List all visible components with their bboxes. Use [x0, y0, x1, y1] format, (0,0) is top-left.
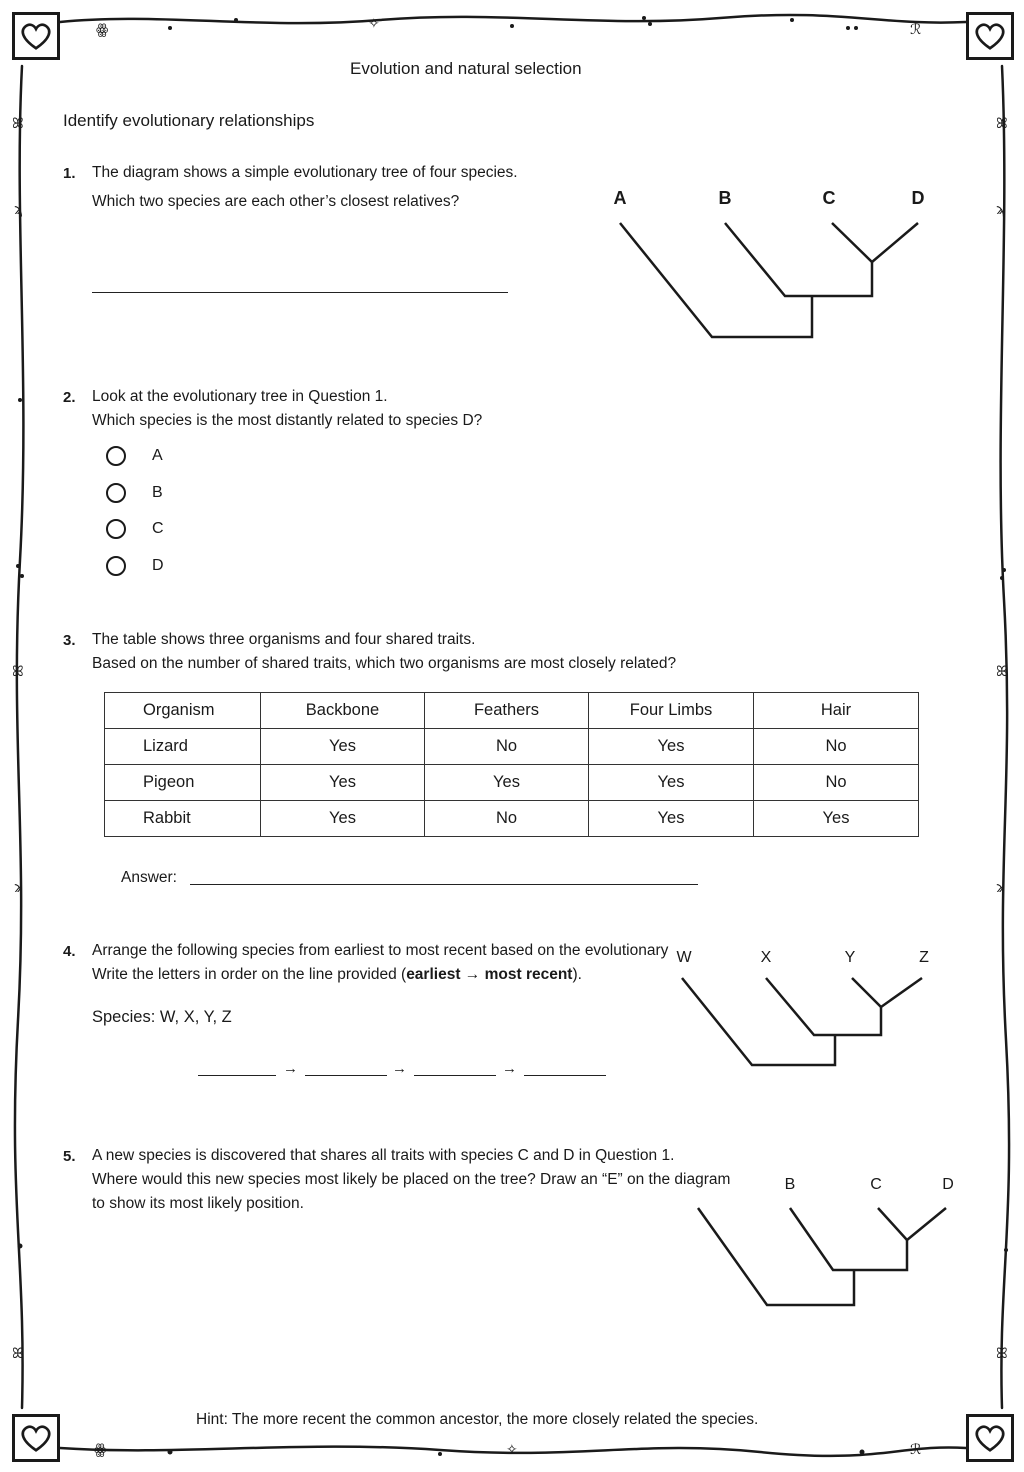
corner-heart-bottom-left — [12, 1414, 60, 1462]
q5-tree-label-b: B — [784, 1176, 796, 1193]
table-cell: No — [425, 729, 589, 765]
q4-tree-label-z: Z — [919, 949, 929, 966]
svg-text:✧: ✧ — [506, 1442, 518, 1458]
heart-icon — [15, 1417, 57, 1459]
q3-number: 3. — [63, 632, 76, 649]
q2-line-2: Which species is the most distantly related to species D? — [92, 412, 483, 429]
q1-tree-label-c: C — [822, 188, 836, 208]
q2-option-d[interactable] — [106, 556, 164, 576]
svg-text:ꙮ: ꙮ — [94, 1442, 107, 1458]
svg-text:ℛ: ℛ — [910, 22, 922, 38]
traits-table — [104, 692, 919, 837]
q4-number: 4. — [63, 943, 76, 960]
q4-line-2-pre: Write the letters in order on the line provided ( — [92, 966, 407, 983]
q3-text — [92, 628, 676, 676]
radio-button[interactable] — [106, 556, 126, 576]
q3-answer-label: Answer: — [121, 869, 177, 886]
svg-text:ꕤ: ꕤ — [12, 1346, 24, 1362]
table-cell: Pigeon — [105, 765, 261, 801]
q4-text — [92, 939, 668, 987]
svg-text:ꕤ: ꕤ — [996, 664, 1008, 680]
svg-text:ꙮ: ꙮ — [96, 22, 109, 38]
page-title: Evolution and natural selection — [350, 59, 582, 78]
table-cell: Yes — [589, 765, 754, 801]
q4-line-2-post: ). — [572, 966, 582, 983]
heart-icon — [969, 1417, 1011, 1459]
q2-option-b[interactable] — [106, 483, 163, 503]
q1-number: 1. — [63, 165, 76, 182]
q4-tree-label-x: X — [760, 949, 772, 966]
table-cell: Yes — [589, 729, 754, 765]
corner-heart-top-left — [12, 12, 60, 60]
radio-button[interactable] — [106, 483, 126, 503]
heart-icon — [969, 15, 1011, 57]
table-cell: Yes — [261, 729, 425, 765]
svg-text:ϡ: ϡ — [14, 880, 23, 896]
table-cell: Yes — [589, 801, 754, 837]
svg-text:ϡ: ϡ — [14, 202, 23, 218]
q2-option-a[interactable] — [106, 446, 163, 466]
q5-line-1: A new species is discovered that shares all traits with species C and D in Question 1. — [92, 1147, 675, 1164]
radio-button[interactable] — [106, 446, 126, 466]
q1-tree-label-a: A — [613, 188, 627, 208]
q4-line-2-earliest: earliest — [406, 966, 461, 983]
hint-text: Hint: The more recent the common ancestor, the more closely related the species. — [196, 1411, 759, 1428]
table-header-cell: Feathers — [425, 693, 589, 729]
svg-text:ꕤ: ꕤ — [996, 1346, 1008, 1362]
q2-option-label: A — [152, 447, 163, 464]
corner-heart-bottom-right — [966, 1414, 1014, 1462]
table-cell: Yes — [425, 765, 589, 801]
table-row — [105, 765, 919, 801]
q4-answer-blank-3[interactable] — [414, 1075, 496, 1076]
table-cell: No — [754, 765, 919, 801]
q1-tree-branch-cd — [832, 223, 918, 262]
q4-evolutionary-tree — [664, 940, 954, 1076]
q5-number: 5. — [63, 1148, 76, 1165]
table-header-cell: Four Limbs — [589, 693, 754, 729]
heart-icon — [15, 15, 57, 57]
q5-line-2: Where would this new species most likely be placed on the tree? Draw an “E” on the diagram — [92, 1171, 731, 1188]
q2-option-label: D — [152, 557, 164, 574]
q2-option-label: B — [152, 484, 163, 501]
q5-tree-branch-cd — [878, 1208, 946, 1240]
q5-line-3: to show its most likely position. — [92, 1195, 304, 1212]
q2-text — [92, 385, 482, 433]
q4-line-2-most-recent: most recent — [484, 966, 573, 983]
q4-tree-branch-w — [682, 978, 835, 1065]
table-row — [105, 801, 919, 837]
svg-text:ꕤ: ꕤ — [12, 116, 24, 132]
q4-arrow-2: → — [392, 1060, 407, 1077]
q3-line-2: Based on the number of shared traits, which two organisms are most closely related? — [92, 655, 677, 672]
q5-tree-branch-a — [698, 1208, 854, 1305]
corner-heart-top-right — [966, 12, 1014, 60]
q4-arrow-1: → — [283, 1060, 298, 1077]
svg-text:ℛ: ℛ — [910, 1442, 922, 1458]
q1-tree-branch-a — [620, 223, 812, 337]
table-cell: Yes — [754, 801, 919, 837]
svg-text:ϡ: ϡ — [996, 202, 1005, 218]
q4-answer-blank-1[interactable] — [198, 1075, 276, 1076]
q4-tree-branch-yz — [852, 978, 922, 1007]
q4-species-list: Species: W, X, Y, Z — [92, 1008, 232, 1026]
q4-line-2-arrow: → — [460, 966, 485, 983]
q1-tree-branch-b — [725, 223, 872, 296]
table-cell: Rabbit — [105, 801, 261, 837]
table-cell: Yes — [261, 801, 425, 837]
table-header-cell: Hair — [754, 693, 919, 729]
q1-tree-label-b: B — [718, 188, 732, 208]
q2-option-c[interactable] — [106, 519, 164, 539]
svg-text:ꕤ: ꕤ — [12, 664, 24, 680]
radio-button[interactable] — [106, 519, 126, 539]
q1-tree-label-d: D — [911, 188, 925, 208]
table-row — [105, 729, 919, 765]
svg-text:✧: ✧ — [368, 16, 380, 32]
table-cell: No — [425, 801, 589, 837]
q5-evolutionary-tree[interactable] — [690, 1168, 960, 1310]
svg-text:ϡ: ϡ — [996, 880, 1005, 896]
q4-answer-blank-4[interactable] — [524, 1075, 606, 1076]
q1-answer-line[interactable] — [92, 292, 508, 293]
q5-text — [92, 1144, 730, 1216]
q1-line-2: Which two species are each other’s closest relatives? — [92, 193, 460, 210]
q5-tree-label-d: D — [942, 1176, 954, 1193]
q4-line-2 — [92, 963, 668, 987]
table-cell: Lizard — [105, 729, 261, 765]
q4-arrow-3: → — [502, 1060, 517, 1077]
q2-option-label: C — [152, 520, 164, 537]
q1-line-1: The diagram shows a simple evolutionary tree of four species. — [92, 164, 518, 181]
q4-answer-blank-2[interactable] — [305, 1075, 387, 1076]
q3-answer-line[interactable] — [190, 884, 698, 885]
q5-tree-branch-b — [790, 1208, 907, 1270]
q2-number: 2. — [63, 389, 76, 406]
q1-evolutionary-tree — [600, 180, 940, 350]
q1-text — [92, 161, 518, 214]
section-subtitle: Identify evolutionary relationships — [63, 111, 315, 130]
q4-tree-branch-x — [766, 978, 881, 1035]
table-cell: No — [754, 729, 919, 765]
table-cell: Yes — [261, 765, 425, 801]
table-header-cell: Organism — [105, 693, 261, 729]
table-header-cell: Backbone — [261, 693, 425, 729]
q4-tree-label-w: W — [676, 949, 692, 966]
q4-tree-label-y: Y — [844, 949, 856, 966]
q2-line-1: Look at the evolutionary tree in Question 1. — [92, 388, 388, 405]
q3-line-1: The table shows three organisms and four shared traits. — [92, 631, 476, 648]
q4-line-1: Arrange the following species from earliest to most recent based on the evolutionary — [92, 942, 669, 959]
table-header-row — [105, 693, 919, 729]
svg-text:ꕤ: ꕤ — [996, 116, 1008, 132]
q5-tree-label-c: C — [870, 1176, 882, 1193]
